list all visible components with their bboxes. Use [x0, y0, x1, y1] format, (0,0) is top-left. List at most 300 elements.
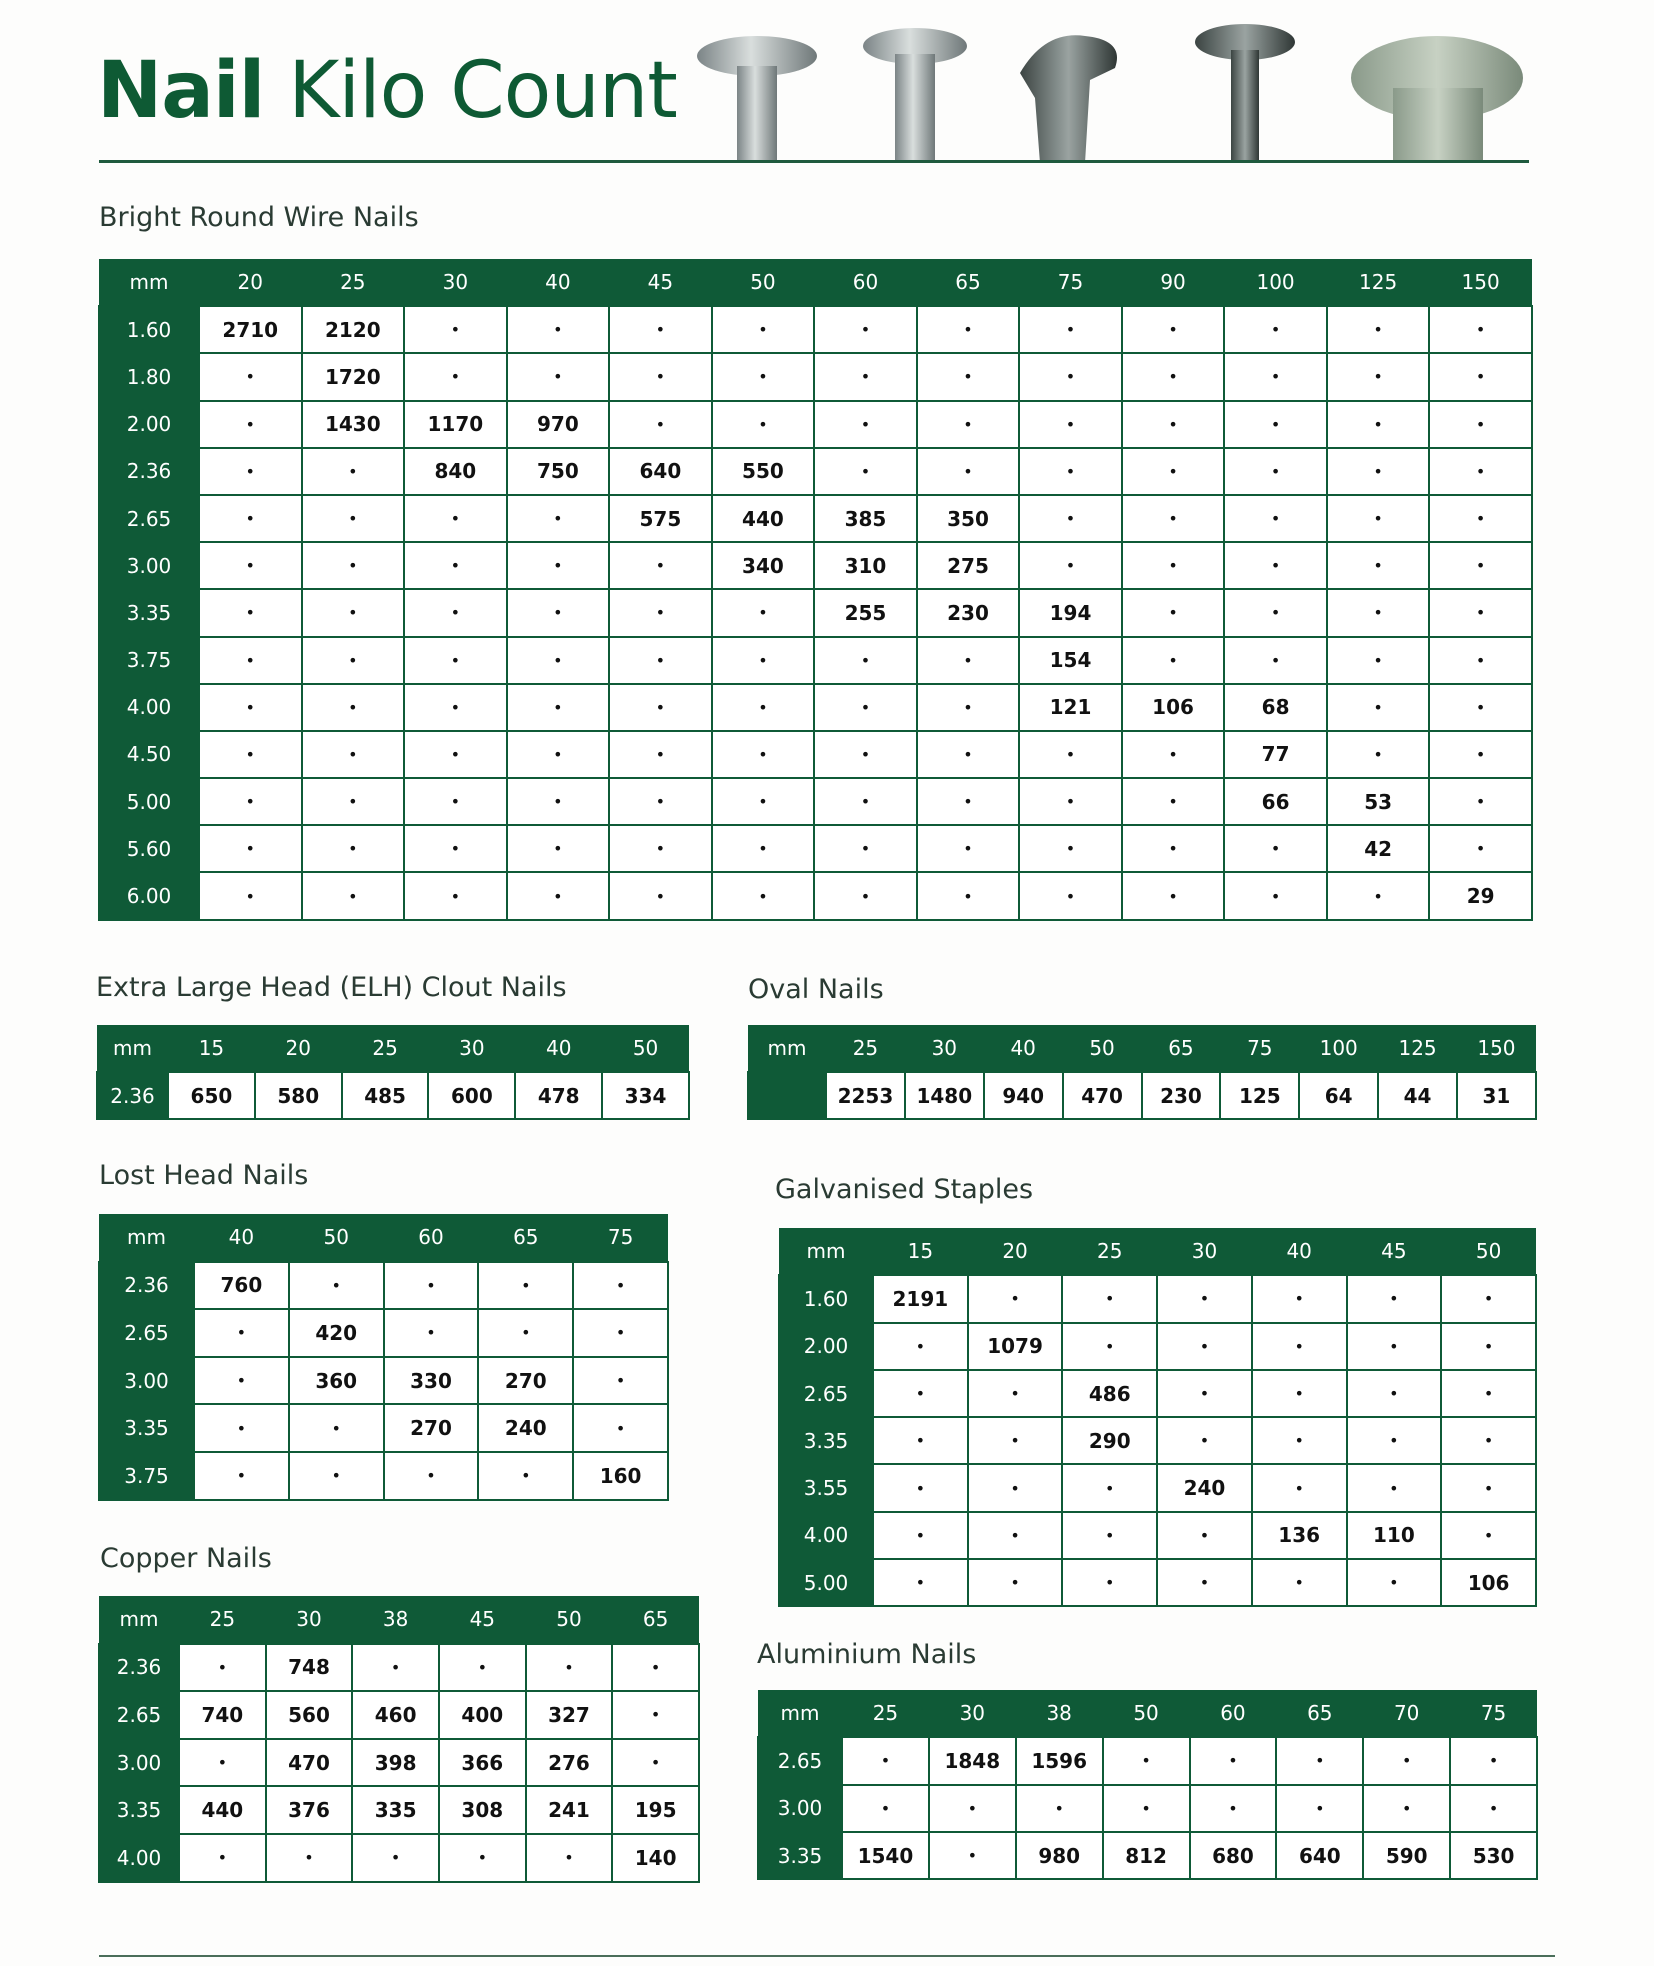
empty-cell-dot: •: [302, 778, 405, 825]
count-cell: 550: [712, 448, 815, 495]
count-cell: 66: [1224, 778, 1327, 825]
count-cell: 760: [194, 1262, 289, 1310]
empty-cell-dot: •: [573, 1309, 668, 1357]
table-row: [99, 1644, 699, 1692]
empty-cell-dot: •: [1347, 1417, 1442, 1464]
row-gauge-label: 3.75: [99, 637, 199, 684]
row-gauge-label: 2.65: [99, 1309, 194, 1357]
empty-cell-dot: •: [814, 731, 917, 778]
count-cell: 2120: [302, 306, 405, 353]
empty-cell-dot: •: [1327, 542, 1430, 589]
empty-cell-dot: •: [712, 306, 815, 353]
empty-cell-dot: •: [526, 1834, 613, 1882]
count-cell: 2253: [826, 1072, 905, 1119]
empty-cell-dot: •: [1103, 1785, 1190, 1832]
table-row: [97, 1072, 689, 1119]
count-cell: 366: [439, 1739, 526, 1787]
count-cell: 940: [984, 1072, 1063, 1119]
empty-cell-dot: •: [873, 1323, 968, 1370]
empty-cell-dot: •: [712, 401, 815, 448]
empty-cell-dot: •: [507, 778, 610, 825]
row-gauge-label: 6.00: [99, 872, 199, 919]
row-gauge-label: 3.00: [99, 1739, 179, 1787]
empty-cell-dot: •: [179, 1834, 266, 1882]
bright-title: Bright Round Wire Nails: [99, 202, 419, 233]
page-title: [97, 46, 677, 136]
empty-cell-dot: •: [1062, 1512, 1157, 1559]
empty-cell-dot: •: [1019, 825, 1122, 872]
empty-cell-dot: •: [507, 637, 610, 684]
oval-title: Oval Nails: [748, 974, 884, 1005]
empty-cell-dot: •: [917, 448, 1020, 495]
empty-cell-dot: •: [917, 872, 1020, 919]
empty-cell-dot: •: [404, 778, 507, 825]
empty-cell-dot: •: [302, 731, 405, 778]
count-cell: 600: [428, 1072, 515, 1119]
column-header: 45: [609, 259, 712, 306]
empty-cell-dot: •: [199, 448, 302, 495]
empty-cell-dot: •: [302, 825, 405, 872]
empty-cell-dot: •: [1429, 448, 1532, 495]
count-cell: 31: [1457, 1072, 1536, 1119]
count-cell: 2191: [873, 1275, 968, 1322]
count-cell: 812: [1103, 1832, 1190, 1879]
empty-cell-dot: •: [199, 353, 302, 400]
aluminium-nails-table: [757, 1690, 1538, 1880]
empty-cell-dot: •: [873, 1464, 968, 1511]
column-header: 38: [352, 1596, 439, 1644]
footer-divider: [99, 1955, 1555, 1957]
empty-cell-dot: •: [609, 306, 712, 353]
empty-cell-dot: •: [1224, 401, 1327, 448]
column-header: 30: [1157, 1228, 1252, 1275]
empty-cell-dot: •: [302, 448, 405, 495]
row-gauge-label: 1.60: [779, 1275, 873, 1322]
column-header: 30: [905, 1025, 984, 1072]
empty-cell-dot: •: [302, 495, 405, 542]
empty-cell-dot: •: [1224, 353, 1327, 400]
row-gauge-label: 5.60: [99, 825, 199, 872]
count-cell: 590: [1363, 1832, 1450, 1879]
empty-cell-dot: •: [404, 825, 507, 872]
count-cell: 68: [1224, 684, 1327, 731]
empty-cell-dot: •: [609, 589, 712, 636]
empty-cell-dot: •: [404, 353, 507, 400]
count-cell: 241: [526, 1786, 613, 1834]
table-row: [99, 401, 1532, 448]
empty-cell-dot: •: [289, 1404, 384, 1452]
empty-cell-dot: •: [1019, 495, 1122, 542]
row-gauge-label: 2.65: [99, 1691, 179, 1739]
table-row: [99, 1786, 699, 1834]
empty-cell-dot: •: [1327, 731, 1430, 778]
count-cell: 106: [1122, 684, 1225, 731]
count-cell: 440: [179, 1786, 266, 1834]
column-header: 65: [612, 1596, 699, 1644]
column-header: 50: [1063, 1025, 1142, 1072]
column-header: 125: [1327, 259, 1430, 306]
column-header: 50: [712, 259, 815, 306]
empty-cell-dot: •: [199, 731, 302, 778]
table-header-row: [99, 1596, 699, 1644]
count-cell: 650: [168, 1072, 255, 1119]
table-row: [99, 825, 1532, 872]
count-cell: 1170: [404, 401, 507, 448]
table-row: [99, 353, 1532, 400]
empty-cell-dot: •: [302, 589, 405, 636]
empty-cell-dot: •: [507, 872, 610, 919]
count-cell: 160: [573, 1452, 668, 1500]
empty-cell-dot: •: [179, 1644, 266, 1692]
mm-header: mm: [99, 1596, 179, 1644]
column-header: 65: [1142, 1025, 1221, 1072]
empty-cell-dot: •: [873, 1417, 968, 1464]
empty-cell-dot: •: [917, 778, 1020, 825]
count-cell: 980: [1016, 1832, 1103, 1879]
empty-cell-dot: •: [384, 1262, 479, 1310]
empty-cell-dot: •: [1157, 1559, 1252, 1606]
empty-cell-dot: •: [842, 1785, 929, 1832]
count-cell: 106: [1441, 1559, 1536, 1606]
table-row: [99, 1739, 699, 1787]
empty-cell-dot: •: [1327, 495, 1430, 542]
copper-nails-table: [98, 1596, 700, 1883]
empty-cell-dot: •: [302, 684, 405, 731]
empty-cell-dot: •: [1429, 684, 1532, 731]
row-gauge-label: 4.00: [99, 684, 199, 731]
nail-head-5: [1351, 36, 1523, 163]
empty-cell-dot: •: [478, 1262, 573, 1310]
empty-cell-dot: •: [873, 1512, 968, 1559]
empty-cell-dot: •: [917, 637, 1020, 684]
column-header: 45: [439, 1596, 526, 1644]
column-header: 75: [1019, 259, 1122, 306]
row-gauge-label: 2.00: [779, 1323, 873, 1370]
column-header: 70: [1363, 1690, 1450, 1737]
count-cell: 748: [266, 1644, 353, 1692]
count-cell: 140: [612, 1834, 699, 1882]
empty-cell-dot: •: [1429, 731, 1532, 778]
row-gauge-label: 2.36: [99, 448, 199, 495]
count-cell: 398: [352, 1739, 439, 1787]
empty-cell-dot: •: [1122, 825, 1225, 872]
mm-header: mm: [99, 1214, 194, 1262]
empty-cell-dot: •: [1062, 1464, 1157, 1511]
empty-cell-dot: •: [1224, 542, 1327, 589]
empty-cell-dot: •: [1019, 731, 1122, 778]
empty-cell-dot: •: [404, 306, 507, 353]
column-header: 65: [917, 259, 1020, 306]
aluminium-title: Aluminium Nails: [757, 1639, 977, 1670]
column-header: 75: [573, 1214, 668, 1262]
empty-cell-dot: •: [1224, 872, 1327, 919]
empty-cell-dot: •: [526, 1644, 613, 1692]
empty-cell-dot: •: [302, 637, 405, 684]
empty-cell-dot: •: [1327, 448, 1430, 495]
column-header: 30: [404, 259, 507, 306]
empty-cell-dot: •: [917, 825, 1020, 872]
empty-cell-dot: •: [1103, 1737, 1190, 1784]
column-header: 40: [984, 1025, 1063, 1072]
count-cell: 64: [1299, 1072, 1378, 1119]
column-header: 15: [168, 1025, 255, 1072]
count-cell: 195: [612, 1786, 699, 1834]
empty-cell-dot: •: [507, 731, 610, 778]
column-header: 75: [1220, 1025, 1299, 1072]
oval-nails-table: [747, 1025, 1537, 1120]
mm-header: mm: [97, 1025, 168, 1072]
column-header: 20: [255, 1025, 342, 1072]
column-header: 20: [968, 1228, 1063, 1275]
empty-cell-dot: •: [1429, 495, 1532, 542]
empty-cell-dot: •: [384, 1309, 479, 1357]
empty-cell-dot: •: [1252, 1464, 1347, 1511]
empty-cell-dot: •: [1224, 306, 1327, 353]
elh-clout-nails-table: [96, 1025, 690, 1120]
count-cell: 44: [1378, 1072, 1457, 1119]
row-gauge-label: 2.36: [97, 1072, 168, 1119]
table-row: [99, 1691, 699, 1739]
row-gauge-label: 4.00: [779, 1512, 873, 1559]
empty-cell-dot: •: [1157, 1370, 1252, 1417]
row-gauge-label: 3.00: [99, 1357, 194, 1405]
empty-cell-dot: •: [302, 542, 405, 589]
table-row: [748, 1072, 1536, 1119]
mm-header: mm: [748, 1025, 826, 1072]
count-cell: 154: [1019, 637, 1122, 684]
count-cell: 485: [342, 1072, 429, 1119]
column-header: 40: [1252, 1228, 1347, 1275]
count-cell: 340: [712, 542, 815, 589]
column-header: 50: [289, 1214, 384, 1262]
table-header-row: [779, 1228, 1536, 1275]
table-header-row: [748, 1025, 1536, 1072]
table-row: [779, 1417, 1536, 1464]
table-row: [99, 778, 1532, 825]
empty-cell-dot: •: [1019, 542, 1122, 589]
count-cell: 420: [289, 1309, 384, 1357]
table-row: [99, 1357, 668, 1405]
empty-cell-dot: •: [1252, 1323, 1347, 1370]
empty-cell-dot: •: [814, 825, 917, 872]
count-cell: 1430: [302, 401, 405, 448]
empty-cell-dot: •: [179, 1739, 266, 1787]
empty-cell-dot: •: [814, 637, 917, 684]
empty-cell-dot: •: [1157, 1417, 1252, 1464]
column-header: 40: [507, 259, 610, 306]
mm-header: mm: [758, 1690, 842, 1737]
empty-cell-dot: •: [1252, 1417, 1347, 1464]
empty-cell-dot: •: [302, 872, 405, 919]
empty-cell-dot: •: [873, 1370, 968, 1417]
column-header: 20: [199, 259, 302, 306]
column-header: 60: [814, 259, 917, 306]
column-header: 45: [1347, 1228, 1442, 1275]
count-cell: 42: [1327, 825, 1430, 872]
empty-cell-dot: •: [712, 684, 815, 731]
empty-cell-dot: •: [507, 495, 610, 542]
empty-cell-dot: •: [917, 684, 1020, 731]
table-row: [99, 306, 1532, 353]
count-cell: 310: [814, 542, 917, 589]
empty-cell-dot: •: [1122, 637, 1225, 684]
empty-cell-dot: •: [1441, 1275, 1536, 1322]
count-cell: 1079: [968, 1323, 1063, 1370]
empty-cell-dot: •: [1122, 872, 1225, 919]
empty-cell-dot: •: [478, 1452, 573, 1500]
count-cell: 230: [1142, 1072, 1221, 1119]
empty-cell-dot: •: [1122, 495, 1225, 542]
column-header: 65: [1276, 1690, 1363, 1737]
empty-cell-dot: •: [1019, 872, 1122, 919]
empty-cell-dot: •: [1122, 306, 1225, 353]
column-header: 25: [302, 259, 405, 306]
empty-cell-dot: •: [266, 1834, 353, 1882]
empty-cell-dot: •: [1327, 637, 1430, 684]
count-cell: 335: [352, 1786, 439, 1834]
table-row: [779, 1559, 1536, 1606]
column-header: 30: [929, 1690, 1016, 1737]
empty-cell-dot: •: [478, 1309, 573, 1357]
row-gauge-label: 3.00: [99, 542, 199, 589]
column-header: 60: [1190, 1690, 1277, 1737]
empty-cell-dot: •: [929, 1832, 1016, 1879]
empty-cell-dot: •: [1224, 637, 1327, 684]
count-cell: 121: [1019, 684, 1122, 731]
empty-cell-dot: •: [1429, 401, 1532, 448]
empty-cell-dot: •: [1224, 589, 1327, 636]
row-gauge-label: 3.35: [779, 1417, 873, 1464]
row-gauge-label: 3.75: [99, 1452, 194, 1500]
empty-cell-dot: •: [1122, 542, 1225, 589]
count-cell: 560: [266, 1691, 353, 1739]
empty-cell-dot: •: [199, 872, 302, 919]
count-cell: 276: [526, 1739, 613, 1787]
empty-cell-dot: •: [404, 542, 507, 589]
empty-cell-dot: •: [612, 1691, 699, 1739]
column-header: 25: [179, 1596, 266, 1644]
count-cell: 1540: [842, 1832, 929, 1879]
page-title-regular: Kilo Count: [288, 46, 677, 136]
table-header-row: [99, 259, 1532, 306]
table-row: [758, 1785, 1537, 1832]
count-cell: 640: [609, 448, 712, 495]
empty-cell-dot: •: [814, 448, 917, 495]
table-row: [99, 448, 1532, 495]
count-cell: 840: [404, 448, 507, 495]
empty-cell-dot: •: [609, 401, 712, 448]
empty-cell-dot: •: [507, 542, 610, 589]
empty-cell-dot: •: [814, 306, 917, 353]
count-cell: 29: [1429, 872, 1532, 919]
galvanised-staples-table: [778, 1228, 1537, 1607]
count-cell: 255: [814, 589, 917, 636]
empty-cell-dot: •: [968, 1417, 1063, 1464]
table-row: [99, 872, 1532, 919]
empty-cell-dot: •: [917, 353, 1020, 400]
count-cell: 376: [266, 1786, 353, 1834]
empty-cell-dot: •: [1019, 353, 1122, 400]
empty-cell-dot: •: [1122, 401, 1225, 448]
empty-cell-dot: •: [1347, 1559, 1442, 1606]
row-gauge-label: 2.65: [779, 1370, 873, 1417]
column-header: 50: [1441, 1228, 1536, 1275]
empty-cell-dot: •: [404, 637, 507, 684]
empty-cell-dot: •: [1122, 778, 1225, 825]
count-cell: 970: [507, 401, 610, 448]
table-row: [99, 1834, 699, 1882]
nail-head-3: [1020, 35, 1117, 163]
empty-cell-dot: •: [1429, 353, 1532, 400]
count-cell: 580: [255, 1072, 342, 1119]
count-cell: 440: [712, 495, 815, 542]
empty-cell-dot: •: [1062, 1275, 1157, 1322]
row-gauge-label: 4.00: [99, 1834, 179, 1882]
empty-cell-dot: •: [439, 1834, 526, 1882]
empty-cell-dot: •: [1224, 825, 1327, 872]
empty-cell-dot: •: [384, 1452, 479, 1500]
column-header: 150: [1429, 259, 1532, 306]
empty-cell-dot: •: [1429, 825, 1532, 872]
empty-cell-dot: •: [609, 684, 712, 731]
empty-cell-dot: •: [1347, 1323, 1442, 1370]
empty-cell-dot: •: [1429, 306, 1532, 353]
empty-cell-dot: •: [1327, 353, 1430, 400]
table-row: [779, 1275, 1536, 1322]
column-header: 25: [826, 1025, 905, 1072]
table-row: [758, 1737, 1537, 1784]
table-row: [758, 1832, 1537, 1879]
row-gauge-label: 3.35: [99, 1404, 194, 1452]
empty-cell-dot: •: [1363, 1785, 1450, 1832]
empty-cell-dot: •: [1327, 684, 1430, 731]
empty-cell-dot: •: [573, 1404, 668, 1452]
empty-cell-dot: •: [1429, 542, 1532, 589]
empty-cell-dot: •: [404, 684, 507, 731]
table-header-row: [97, 1025, 689, 1072]
column-header: 50: [526, 1596, 613, 1644]
table-row: [99, 1262, 668, 1310]
count-cell: 478: [515, 1072, 602, 1119]
empty-cell-dot: •: [404, 872, 507, 919]
empty-cell-dot: •: [289, 1452, 384, 1500]
empty-cell-dot: •: [1252, 1370, 1347, 1417]
count-cell: 385: [814, 495, 917, 542]
empty-cell-dot: •: [712, 825, 815, 872]
empty-cell-dot: •: [968, 1370, 1063, 1417]
empty-cell-dot: •: [612, 1739, 699, 1787]
count-cell: 1848: [929, 1737, 1016, 1784]
empty-cell-dot: •: [712, 872, 815, 919]
empty-cell-dot: •: [609, 353, 712, 400]
empty-cell-dot: •: [873, 1559, 968, 1606]
empty-cell-dot: •: [814, 778, 917, 825]
staples-title: Galvanised Staples: [775, 1174, 1034, 1205]
row-gauge-label: 5.00: [779, 1559, 873, 1606]
column-header: 100: [1224, 259, 1327, 306]
empty-cell-dot: •: [1157, 1512, 1252, 1559]
table-row: [779, 1464, 1536, 1511]
empty-cell-dot: •: [1019, 448, 1122, 495]
column-header: 90: [1122, 259, 1225, 306]
empty-cell-dot: •: [609, 778, 712, 825]
empty-cell-dot: •: [1450, 1737, 1537, 1784]
empty-cell-dot: •: [1016, 1785, 1103, 1832]
count-cell: 230: [917, 589, 1020, 636]
empty-cell-dot: •: [1450, 1785, 1537, 1832]
table-row: [99, 495, 1532, 542]
empty-cell-dot: •: [1157, 1275, 1252, 1322]
